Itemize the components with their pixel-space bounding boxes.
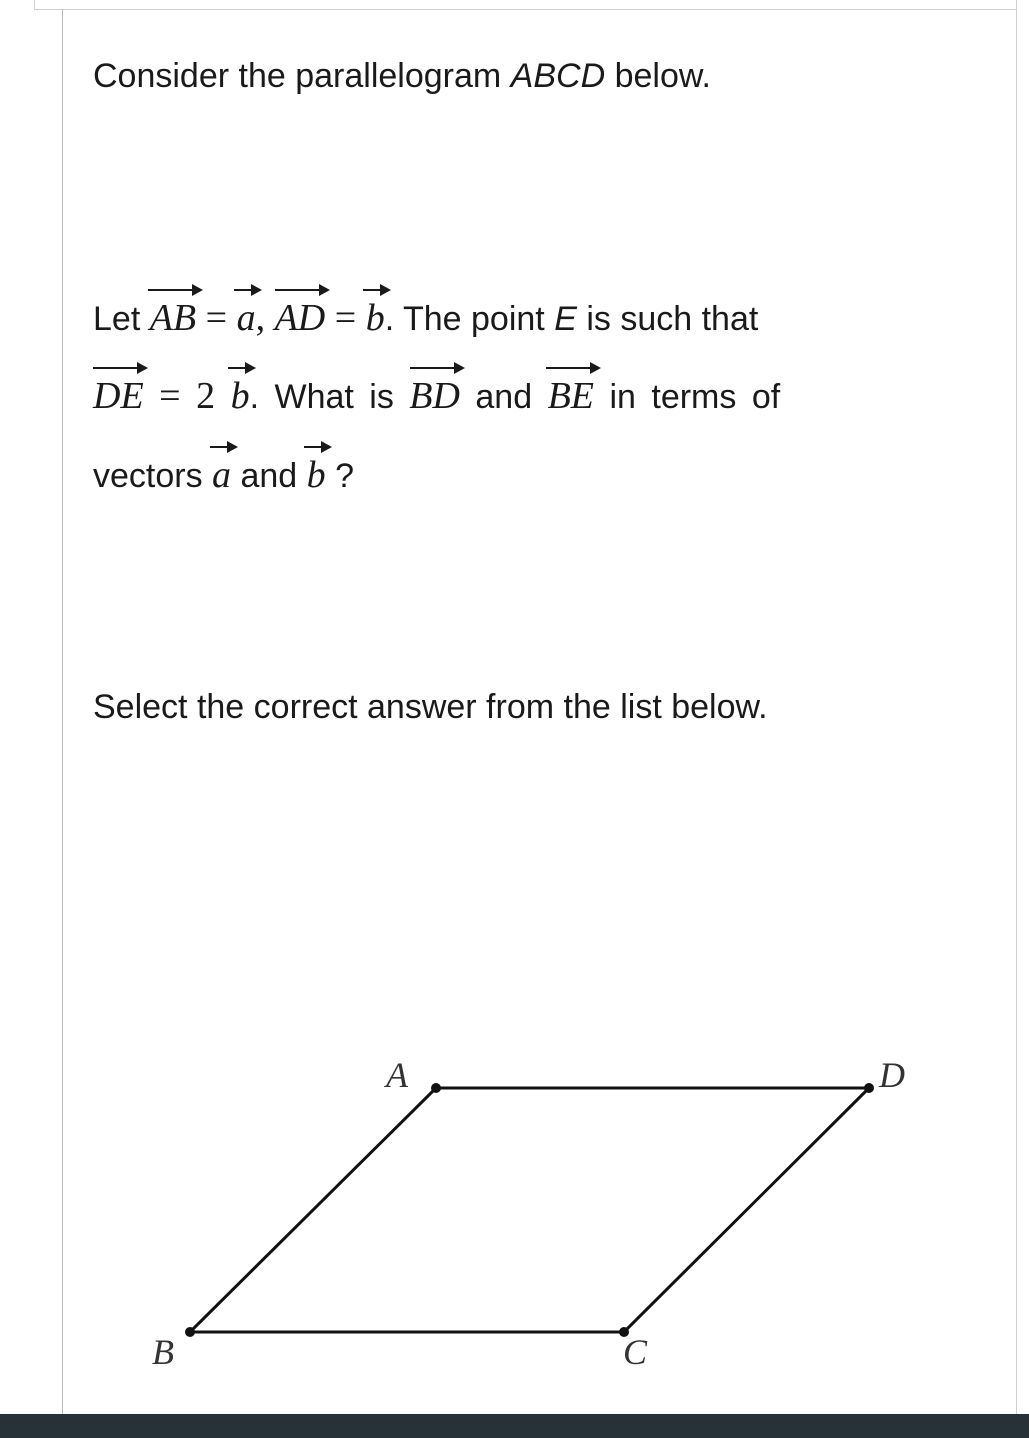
vector-a-2: a (212, 454, 232, 496)
vertex-b-dot (185, 1327, 195, 1337)
vector-b: b (365, 297, 385, 339)
edge-dc (624, 1088, 869, 1332)
vertex-d-label: D (879, 1055, 905, 1095)
vector-ad: AD (274, 297, 326, 339)
q-in-terms: in terms of (594, 378, 781, 416)
edge-ba (190, 1088, 436, 1332)
vector-b-3: b (306, 454, 326, 496)
vector-ab: AB (149, 297, 197, 339)
q-eq1: = (196, 297, 237, 339)
vector-de: DE (93, 375, 144, 417)
q-qmark: ? (325, 457, 355, 495)
parallelogram-name: ABCD (510, 57, 606, 95)
q-comma: , (255, 297, 275, 339)
intro-after: below. (605, 57, 711, 95)
q-vectors: vectors (93, 457, 213, 495)
q-and1: and (459, 378, 548, 416)
q-and2: and (231, 457, 307, 495)
vector-bd: BD (409, 375, 460, 417)
vector-a: a (236, 297, 256, 339)
q-eq2: = (325, 297, 366, 339)
q-let: Let (93, 300, 150, 338)
vertex-a-label: A (386, 1055, 408, 1095)
vector-b-2: b (230, 375, 250, 417)
q-eq3: = 2 (143, 375, 231, 417)
vertex-a-dot (431, 1083, 441, 1093)
vertex-d-dot (864, 1083, 874, 1093)
point-e: E (554, 300, 577, 338)
vertex-c-label: C (623, 1332, 648, 1372)
vertex-b-label: B (152, 1332, 174, 1372)
instruction-text: Select the correct answer from the list below. (93, 688, 768, 726)
q-what-is: . What is (249, 378, 410, 416)
q-sent1-tail: is such that (576, 300, 759, 338)
intro-before: Consider the parallelogram (93, 57, 511, 95)
q-sent1-end: . The point (384, 300, 555, 338)
bottom-bar (0, 1414, 1029, 1438)
vector-be: BE (547, 375, 595, 417)
